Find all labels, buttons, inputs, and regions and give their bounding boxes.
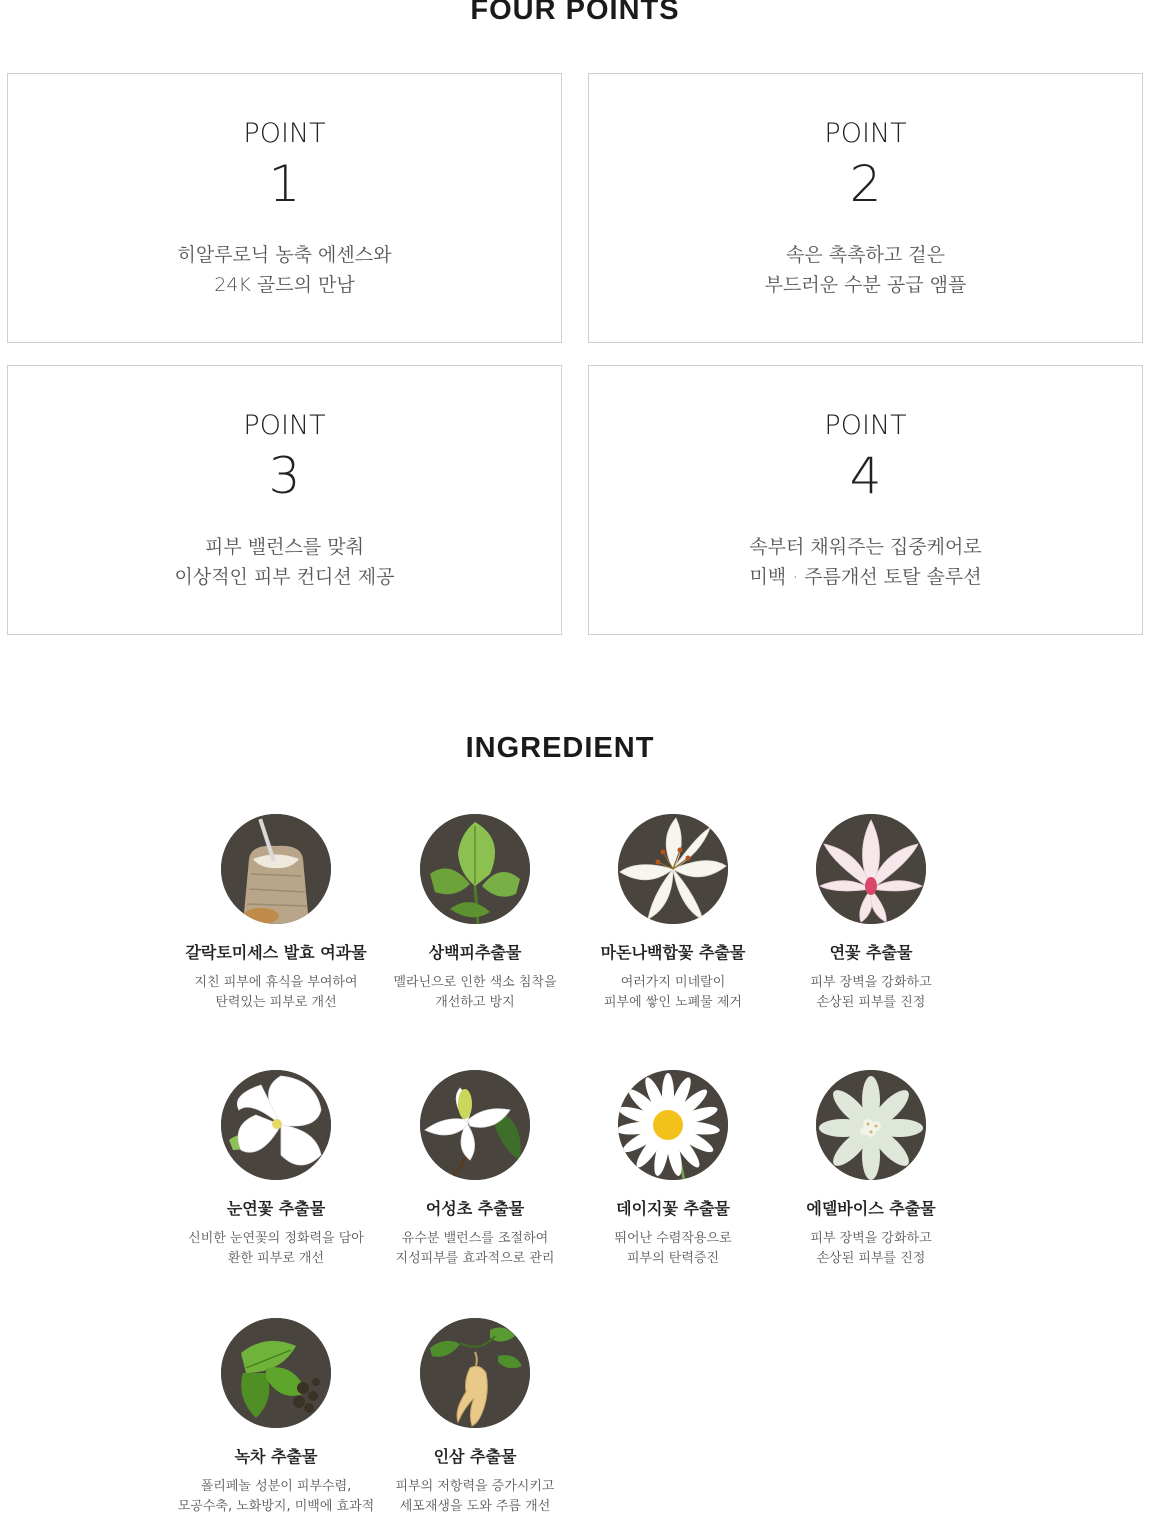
ingredient-item	[761, 814, 981, 1013]
ingredient-item	[761, 1070, 981, 1269]
ingredient-desc-line: 여러가지 미네랄이	[620, 975, 726, 990]
ingredient-desc-line: 탄력있는 피부로 개선	[215, 995, 337, 1010]
point-description	[589, 532, 1142, 592]
point-label: POINT	[243, 410, 326, 441]
ingredient-description	[365, 1477, 585, 1517]
ingredient-desc-line: 개선하고 방지	[435, 995, 515, 1010]
ingredient-desc-line: 지성피부를 효과적으로 관리	[395, 1251, 555, 1266]
ingredient-name: 녹차 추출물	[234, 1447, 318, 1466]
ingredient-item	[365, 1070, 585, 1269]
ingredient-desc-line: 손상된 피부를 진정	[816, 1251, 926, 1266]
ingredient-description	[365, 1229, 585, 1269]
point-description	[8, 240, 561, 300]
ingredient-description	[761, 1229, 981, 1269]
madonna-lily-icon	[618, 814, 728, 924]
ingredient-desc-line: 신비한 눈연꽃의 정화력을 담아	[188, 1231, 364, 1246]
ingredient-desc-line: 피부에 쌓인 노폐물 제거	[604, 995, 742, 1010]
ingredient-description	[166, 1229, 386, 1269]
point-card-4	[588, 365, 1143, 635]
ingredient-desc-line: 세포재생을 도와 주름 개선	[399, 1499, 551, 1514]
ingredient-desc-line: 유수분 밸런스를 조절하여	[401, 1231, 549, 1246]
four-points-title: FOUR POINTS	[470, 0, 680, 26]
edelweiss-icon	[816, 1070, 926, 1180]
ingredient-desc-line: 뛰어난 수렴작용으로	[614, 1231, 732, 1246]
ingredient-name: 갈락토미세스 발효 여과물	[185, 943, 367, 962]
point-desc-line: 24K 골드의 만남	[214, 274, 355, 296]
point-number: 1	[268, 155, 301, 213]
ingredient-description	[365, 973, 585, 1013]
ingredient-item	[365, 1318, 585, 1517]
ingredient-desc-line: 환한 피부로 개선	[227, 1251, 325, 1266]
point-number: 2	[849, 155, 882, 213]
ingredient-item	[563, 814, 783, 1013]
ingredient-desc-line: 모공수축, 노화방지, 미백에 효과적	[177, 1499, 375, 1514]
point-desc-line: 부드러운 수분 공급 앰플	[764, 274, 967, 296]
ingredient-item	[166, 1318, 386, 1517]
point-description	[8, 532, 561, 592]
ingredient-name: 인삼 추출물	[433, 1447, 517, 1466]
ingredient-desc-line: 폴리페놀 성분이 피부수렴,	[200, 1479, 352, 1494]
point-number: 4	[849, 447, 882, 505]
ingredient-description	[166, 973, 386, 1013]
ingredient-description	[166, 1477, 386, 1517]
ingredient-item	[365, 814, 585, 1013]
ingredient-desc-line: 지친 피부에 휴식을 부여하여	[194, 975, 358, 990]
point-desc-line: 속은 촉촉하고 겉은	[786, 244, 945, 266]
ingredient-name: 에델바이스 추출물	[806, 1199, 936, 1218]
ingredient-item	[563, 1070, 783, 1269]
ingredient-name: 연꽃 추출물	[829, 943, 913, 962]
houttuynia-icon	[420, 1070, 530, 1180]
ingredient-item	[166, 814, 386, 1013]
point-desc-line: 속부터 채워주는 집중케어로	[749, 536, 982, 558]
ingredient-title: INGREDIENT	[465, 732, 655, 764]
lotus-flower-icon	[816, 814, 926, 924]
ingredient-description	[761, 973, 981, 1013]
daisy-flower-icon	[618, 1070, 728, 1180]
point-label: POINT	[243, 118, 326, 149]
ingredient-desc-line: 피부의 탄력증진	[626, 1251, 720, 1266]
point-label: POINT	[824, 118, 907, 149]
point-card-3	[7, 365, 562, 635]
point-number: 3	[268, 447, 301, 505]
point-desc-line: 미백 · 주름개선 토탈 솔루션	[749, 566, 982, 588]
point-desc-line: 이상적인 피부 컨디션 제공	[174, 566, 395, 588]
ingredient-desc-line: 피부의 저항력을 증가시키고	[395, 1479, 555, 1494]
ingredient-name: 데이지꽃 추출물	[616, 1199, 730, 1218]
ingredient-description	[563, 1229, 783, 1269]
ingredient-desc-line: 피부 장벽을 강화하고	[810, 975, 932, 990]
point-desc-line: 피부 밸런스를 맞춰	[205, 536, 364, 558]
point-label: POINT	[824, 410, 907, 441]
ingredient-name: 마돈나백합꽃 추출물	[600, 943, 746, 962]
ingredient-name: 어성초 추출물	[425, 1199, 525, 1218]
point-card-1	[7, 73, 562, 343]
mulberry-leaf-icon	[420, 814, 530, 924]
ginseng-root-icon	[420, 1318, 530, 1428]
point-description	[589, 240, 1142, 300]
ingredient-desc-line: 손상된 피부를 진정	[816, 995, 926, 1010]
green-tea-icon	[221, 1318, 331, 1428]
ingredient-name: 눈연꽃 추출물	[226, 1199, 326, 1218]
ingredient-description	[563, 973, 783, 1013]
point-desc-line: 히알루로닉 농축 에센스와	[177, 244, 392, 266]
ingredient-desc-line: 피부 장벽을 강화하고	[810, 1231, 932, 1246]
fermented-powder-icon	[221, 814, 331, 924]
ingredient-name: 상백피추출물	[428, 943, 522, 962]
snowdrop-flower-icon	[221, 1070, 331, 1180]
ingredient-item	[166, 1070, 386, 1269]
point-card-2	[588, 73, 1143, 343]
ingredient-desc-line: 멜라닌으로 인한 색소 침착을	[393, 975, 557, 990]
